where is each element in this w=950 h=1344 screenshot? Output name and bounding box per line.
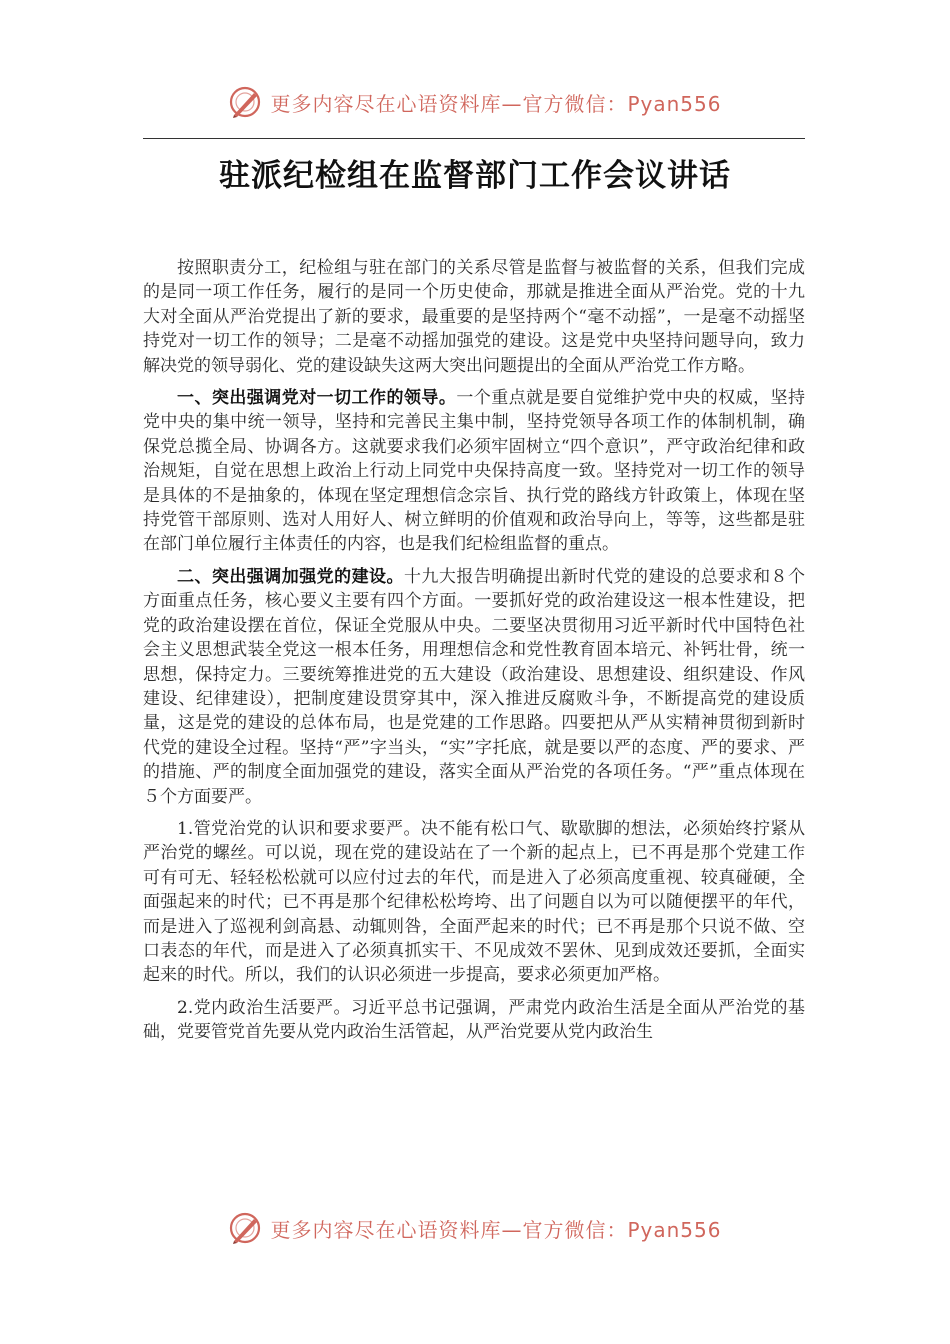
paragraph [143, 565, 805, 809]
paragraph [143, 996, 805, 1045]
paragraph-text: 2.党内政治生活要严。习近平总书记强调，严肃党内政治生活是全面从严治党的基础，党要管党首先要从党内政治生活管起，从严治党要从党内政治生 [143, 997, 805, 1043]
paragraph-text: 按照职责分工，纪检组与驻在部门的关系尽管是监督与被监督的关系，但我们完成的是同一项工作任务，履行的是同一个历史使命，那就是推进全面从严治党。党的十九大对全面从严治党提出了新的要求，最重要的是坚持两个“毫不动摇”，一是毫不动摇坚持党对一切工作的领导；二是毫不动摇加强党的建设。这是党中央坚持问题导向，致力解决党的领导弱化、党的建设缺失这两大突出问题提出的全面从严治党工作方略。 [143, 258, 805, 376]
document-title: 驻派纪检组在监督部门工作会议讲话 [219, 158, 731, 194]
paragraph [143, 817, 805, 988]
paragraph-text: 十九大报告明确提出新时代党的建设的总要求和８个方面重点任务，核心要义主要有四个方面。一要抓好党的政治建设这一根本性建设，把党的政治建设摆在首位，保证全党服从中央。二要坚决贯彻用习近平新时代中国特色社会主义思想武装全党这一根本任务，用理想信念和党性教育固本培元、补钙壮骨，统一思想，保持定力。三要统筹推进党的五大建设（政治建设、思想建设、组织建设、作风建设、纪律建设），把制度建设贯穿其中，深入推进反腐败斗争，不断提高党的建设质量，这是党的建设的总体布局，也是党建的工作思路。四要把从严从实精神贯彻到新时代党的建设全过程。坚持“严”字当头，“实”字托底，就是要以严的态度、严的要求、严的措施、严的制度全面加强党的建设，落实全面从严治党的各项任务。“严”重点体现在５个方面要严。 [143, 566, 806, 807]
paragraph [143, 386, 805, 557]
watermark-banner-top [0, 82, 950, 122]
paragraph [143, 256, 805, 378]
document-body [143, 256, 805, 1053]
paragraph-text: 1.管党治党的认识和要求要严。决不能有松口气、歇歇脚的想法，必须始终拧紧从严治党的螺丝。可以说，现在党的建设站在了一个新的起点上，已不再是那个党建工作可有可无、轻轻松松就可以应付过去的年代，而是进入了必须高度重视、较真碰硬，全面强起来的时代；已不再是那个纪律松松垮垮、出了问题自以为可以随便摆平的年代，而是进入了巡视利剑高悬、动辄则咎，全面严起来的时代；已不再是那个只说不做、空口表态的年代，而是进入了必须真抓实干、不见成效不罢休、见到成效还要抓，全面实起来的时代。所以，我们的认识必须进一步提高，要求必须更加严格。 [143, 818, 805, 986]
section-heading: 二、突出强调加强党的建设。 [177, 566, 404, 587]
watermark-banner-bottom [0, 1208, 950, 1248]
pen-logo-icon [228, 85, 262, 119]
paragraph-text: 一个重点就是要自觉维护党中央的权威，坚持党中央的集中统一领导，坚持和完善民主集中制，坚持党领导各项工作的体制机制，确保党总揽全局、协调各方。这就要求我们必须牢固树立“四个意识”，严守政治纪律和政治规矩，自觉在思想上政治上行动上同党中央保持高度一致。坚持党对一切工作的领导是具体的不是抽象的，体现在坚定理想信念宗旨、执行党的路线方针政策上，体现在坚持党管干部原则、选对人用好人、树立鲜明的价值观和政治导向上，等等，这些都是驻在部门单位履行主体责任的内容，也是我们纪检组监督的重点。 [143, 388, 806, 555]
watermark-text: 更多内容尽在心语资料库—官方微信：Pyan556 [270, 1217, 722, 1242]
header-divider [143, 138, 805, 139]
pen-logo-icon [228, 1211, 262, 1245]
watermark-text: 更多内容尽在心语资料库—官方微信：Pyan556 [270, 91, 722, 116]
section-heading: 一、突出强调党对一切工作的领导。 [177, 388, 457, 409]
